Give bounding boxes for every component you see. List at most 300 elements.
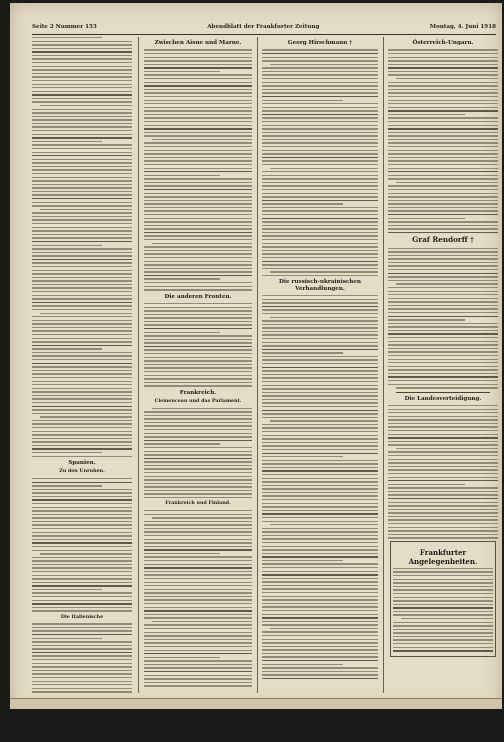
text-line — [32, 452, 102, 453]
text-line — [32, 205, 132, 206]
text-line — [388, 384, 498, 385]
text-line — [396, 448, 498, 449]
col3-text-1 — [262, 49, 378, 276]
text-line — [144, 657, 220, 658]
text-line — [32, 112, 132, 113]
text-line — [262, 49, 378, 50]
text-line — [144, 100, 252, 101]
text-line — [262, 363, 378, 364]
text-line — [262, 531, 378, 532]
text-line — [144, 346, 252, 347]
text-line — [262, 513, 378, 514]
text-line — [32, 352, 132, 353]
text-line — [32, 478, 132, 479]
text-line — [388, 164, 498, 165]
column-divider — [383, 37, 384, 693]
text-line — [144, 667, 252, 668]
text-line — [393, 589, 493, 590]
text-line — [262, 128, 378, 129]
text-line — [144, 476, 252, 477]
text-line — [388, 484, 465, 485]
text-line — [262, 438, 378, 439]
text-line — [32, 510, 132, 511]
text-line — [262, 228, 378, 229]
text-line — [262, 574, 378, 575]
text-line — [393, 604, 493, 605]
text-line — [32, 230, 132, 231]
text-line — [32, 76, 132, 77]
text-line — [32, 137, 132, 138]
text-line — [262, 153, 378, 154]
text-line — [388, 341, 498, 342]
text-line — [144, 664, 252, 665]
text-line — [32, 377, 132, 378]
text-line — [144, 110, 252, 111]
text-line — [32, 648, 132, 649]
text-line — [32, 155, 132, 156]
text-line — [144, 257, 252, 258]
text-line — [32, 41, 132, 42]
text-line — [388, 128, 498, 129]
column-3 — [262, 37, 378, 693]
text-line — [32, 395, 132, 396]
text-line — [262, 78, 378, 79]
text-line — [393, 625, 493, 626]
text-line — [144, 589, 252, 590]
local-news-box — [390, 541, 496, 657]
text-line — [144, 146, 252, 147]
text-line — [32, 302, 132, 303]
text-line — [262, 646, 378, 647]
text-line — [262, 503, 378, 504]
text-line — [262, 671, 378, 672]
col4-heading-4: Frankfurter Angelegenheiten. — [408, 547, 478, 566]
column-4 — [388, 37, 498, 693]
text-line — [262, 331, 378, 332]
col4-text-4 — [393, 568, 493, 652]
text-line — [262, 445, 378, 446]
text-line — [32, 130, 132, 131]
text-line — [393, 614, 493, 615]
text-line — [388, 455, 498, 456]
text-line — [144, 682, 252, 683]
text-line — [144, 415, 252, 416]
text-line — [32, 277, 132, 278]
text-line — [32, 148, 132, 149]
text-line — [262, 385, 378, 386]
text-line — [144, 493, 252, 494]
text-line — [32, 560, 132, 561]
text-line — [144, 549, 252, 550]
text-line — [393, 636, 493, 637]
text-line — [262, 667, 378, 668]
text-line — [262, 588, 378, 589]
text-line — [388, 139, 498, 140]
text-line — [144, 440, 252, 441]
text-line — [32, 663, 132, 664]
text-line — [262, 243, 378, 244]
text-line — [388, 512, 498, 513]
header-page-number: Seite 2 Nummer 153 — [32, 24, 97, 30]
text-line — [262, 435, 378, 436]
text-line — [144, 321, 252, 322]
text-line — [144, 157, 252, 158]
text-line — [32, 212, 132, 213]
text-line — [393, 643, 493, 644]
text-line — [32, 456, 132, 457]
text-line — [144, 203, 252, 204]
text-line — [144, 571, 252, 572]
text-line — [32, 255, 132, 256]
text-line — [262, 110, 378, 111]
text-line — [152, 621, 252, 622]
text-line — [388, 380, 498, 381]
text-line — [262, 553, 378, 554]
text-line — [144, 465, 252, 466]
text-line — [388, 53, 498, 54]
text-line — [270, 271, 378, 272]
text-line — [32, 327, 132, 328]
text-line — [32, 503, 132, 504]
text-line — [144, 650, 252, 651]
text-line — [144, 317, 252, 318]
text-line — [32, 623, 132, 624]
text-line — [32, 409, 132, 410]
text-line — [262, 71, 378, 72]
text-line — [393, 622, 493, 623]
text-line — [262, 327, 378, 328]
text-line — [388, 248, 498, 249]
text-line — [388, 228, 498, 229]
text-line — [262, 142, 378, 143]
text-line — [388, 218, 465, 219]
text-line — [32, 402, 132, 403]
text-line — [262, 656, 378, 657]
text-line — [32, 441, 132, 442]
text-line — [388, 89, 498, 90]
text-line — [144, 646, 252, 647]
text-line — [388, 175, 498, 176]
text-line — [393, 607, 493, 608]
text-line — [262, 253, 378, 254]
text-line — [32, 600, 132, 601]
text-line — [262, 660, 378, 661]
text-line — [262, 175, 378, 176]
text-line — [144, 521, 252, 522]
text-line — [32, 607, 132, 608]
text-line — [32, 305, 132, 306]
text-line — [32, 166, 132, 167]
text-line — [144, 385, 252, 386]
text-line — [262, 402, 378, 403]
text-line — [262, 338, 378, 339]
text-line — [32, 180, 132, 181]
text-line — [262, 221, 378, 222]
text-line — [32, 345, 132, 346]
text-line — [262, 275, 378, 276]
text-line — [32, 539, 132, 540]
text-line — [32, 445, 132, 446]
text-line — [262, 189, 378, 190]
text-line — [262, 506, 378, 507]
text-line — [32, 589, 102, 590]
text-line — [32, 341, 132, 342]
text-line — [262, 261, 378, 262]
text-line — [144, 64, 252, 65]
text-line — [262, 664, 343, 665]
text-line — [32, 359, 132, 360]
text-line — [388, 344, 498, 345]
text-line — [388, 308, 498, 309]
text-line — [388, 185, 498, 186]
text-line — [262, 352, 343, 353]
text-line — [144, 228, 252, 229]
text-line — [388, 426, 498, 427]
text-line — [32, 69, 132, 70]
text-line — [32, 309, 132, 310]
text-line — [32, 66, 132, 67]
text-line — [388, 287, 498, 288]
text-line — [40, 416, 132, 417]
text-line — [32, 144, 132, 145]
text-line — [388, 359, 498, 360]
text-line — [388, 210, 498, 211]
text-line — [262, 57, 378, 58]
text-line — [144, 178, 252, 179]
text-line — [40, 553, 132, 554]
text-line — [262, 107, 378, 108]
text-line — [262, 235, 378, 236]
text-line — [388, 107, 498, 108]
text-line — [388, 71, 498, 72]
text-line — [388, 409, 498, 410]
text-line — [144, 278, 220, 279]
text-line — [144, 443, 220, 444]
text-line — [32, 630, 132, 631]
text-line — [144, 160, 252, 161]
col1-text-top — [32, 37, 132, 457]
text-line — [262, 406, 378, 407]
text-line — [144, 324, 252, 325]
text-line — [262, 370, 378, 371]
text-line — [144, 660, 252, 661]
text-line — [388, 423, 498, 424]
text-line — [262, 309, 378, 310]
text-line — [388, 265, 498, 266]
text-line — [262, 678, 378, 679]
text-line — [388, 49, 498, 50]
text-line — [32, 73, 132, 74]
text-line — [262, 649, 378, 650]
text-line — [144, 221, 252, 222]
text-line — [262, 578, 378, 579]
text-line — [262, 264, 378, 265]
text-line — [144, 328, 252, 329]
text-line — [32, 363, 132, 364]
text-line — [388, 537, 498, 538]
text-line — [144, 567, 252, 568]
text-line — [262, 424, 378, 425]
text-line — [144, 74, 252, 75]
text-line — [144, 268, 252, 269]
text-line — [262, 614, 378, 615]
text-line — [144, 85, 252, 86]
text-line — [144, 596, 252, 597]
text-line — [262, 442, 378, 443]
text-line — [262, 193, 378, 194]
text-line — [144, 307, 252, 308]
text-line — [262, 367, 378, 368]
text-line — [262, 528, 378, 529]
text-line — [388, 85, 498, 86]
text-line — [388, 326, 498, 327]
text-line — [144, 196, 252, 197]
text-line — [32, 431, 132, 432]
text-line — [388, 451, 498, 452]
text-line — [32, 691, 132, 692]
text-line — [262, 268, 378, 269]
text-line — [32, 627, 132, 628]
text-line — [388, 337, 498, 338]
text-line — [388, 480, 498, 481]
text-line — [388, 294, 498, 295]
text-line — [388, 269, 498, 270]
text-line — [32, 670, 132, 671]
text-line — [262, 103, 378, 104]
text-line — [262, 200, 378, 201]
text-line — [32, 51, 132, 52]
text-line — [262, 125, 378, 126]
text-line — [262, 117, 378, 118]
text-line — [32, 270, 132, 271]
text-line — [393, 632, 493, 633]
text-line — [262, 92, 378, 93]
col1-heading-2: Zu den Unruhen. — [59, 468, 105, 475]
text-line — [388, 153, 498, 154]
text-line — [32, 655, 132, 656]
text-line — [144, 451, 252, 452]
text-line — [144, 96, 252, 97]
text-line — [144, 275, 252, 276]
text-line — [32, 320, 132, 321]
text-line — [144, 310, 252, 311]
text-line — [32, 241, 132, 242]
column-divider — [257, 37, 258, 693]
col4-heading-3: Die Landesverteidigung. — [404, 395, 482, 402]
text-line — [144, 193, 252, 194]
text-line — [32, 496, 132, 497]
text-line — [32, 381, 132, 382]
text-line — [32, 266, 132, 267]
text-line — [32, 323, 132, 324]
text-line — [388, 67, 498, 68]
text-line — [388, 160, 498, 161]
text-line — [32, 677, 132, 678]
text-line — [388, 351, 498, 352]
text-line — [262, 345, 378, 346]
text-line — [388, 135, 498, 136]
text-line — [144, 468, 252, 469]
text-line — [32, 666, 132, 667]
text-line — [388, 103, 498, 104]
text-line — [144, 524, 252, 525]
text-line — [32, 334, 132, 335]
text-line — [144, 539, 252, 540]
text-line — [262, 246, 378, 247]
text-line — [144, 200, 252, 201]
text-line — [388, 157, 498, 158]
text-line — [144, 542, 252, 543]
text-line — [144, 150, 252, 151]
text-line — [144, 564, 252, 565]
text-line — [144, 411, 252, 412]
text-line — [388, 114, 465, 115]
text-line — [262, 456, 343, 457]
text-line — [32, 116, 132, 117]
text-line — [144, 135, 252, 136]
text-line — [262, 114, 378, 115]
text-line — [32, 194, 132, 195]
text-line — [144, 371, 252, 372]
text-line — [388, 60, 498, 61]
text-line — [262, 495, 378, 496]
text-line — [144, 454, 252, 455]
text-line — [32, 532, 132, 533]
text-line — [144, 171, 252, 172]
text-line — [144, 261, 252, 262]
text-line — [152, 408, 252, 409]
text-line — [262, 196, 378, 197]
text-line — [144, 314, 252, 315]
text-line — [32, 596, 132, 597]
text-line — [144, 339, 252, 340]
header-rule — [32, 34, 496, 35]
text-line — [262, 610, 378, 611]
text-line — [393, 568, 493, 569]
text-line — [262, 82, 378, 83]
text-line — [262, 521, 378, 522]
text-line — [144, 653, 252, 654]
text-line — [262, 417, 378, 418]
text-line — [32, 398, 132, 399]
text-line — [262, 478, 378, 479]
text-line — [388, 291, 498, 292]
text-line — [144, 253, 252, 254]
text-line — [262, 85, 378, 86]
text-line — [32, 391, 132, 392]
text-line — [32, 159, 132, 160]
text-line — [262, 377, 378, 378]
text-line — [32, 557, 132, 558]
col4-heading-1: Österreich-Ungarn. — [412, 40, 474, 46]
text-line — [144, 114, 252, 115]
text-line — [32, 592, 132, 593]
text-line — [388, 312, 498, 313]
text-line — [262, 239, 378, 240]
text-line — [262, 535, 378, 536]
text-line — [393, 639, 493, 640]
text-line — [262, 563, 378, 564]
text-line — [144, 635, 252, 636]
text-line — [262, 510, 378, 511]
text-line — [262, 538, 378, 539]
text-line — [144, 153, 252, 154]
text-line — [32, 119, 132, 120]
text-line — [262, 225, 378, 226]
text-line — [32, 101, 132, 102]
text-line — [262, 631, 378, 632]
text-line — [144, 479, 252, 480]
